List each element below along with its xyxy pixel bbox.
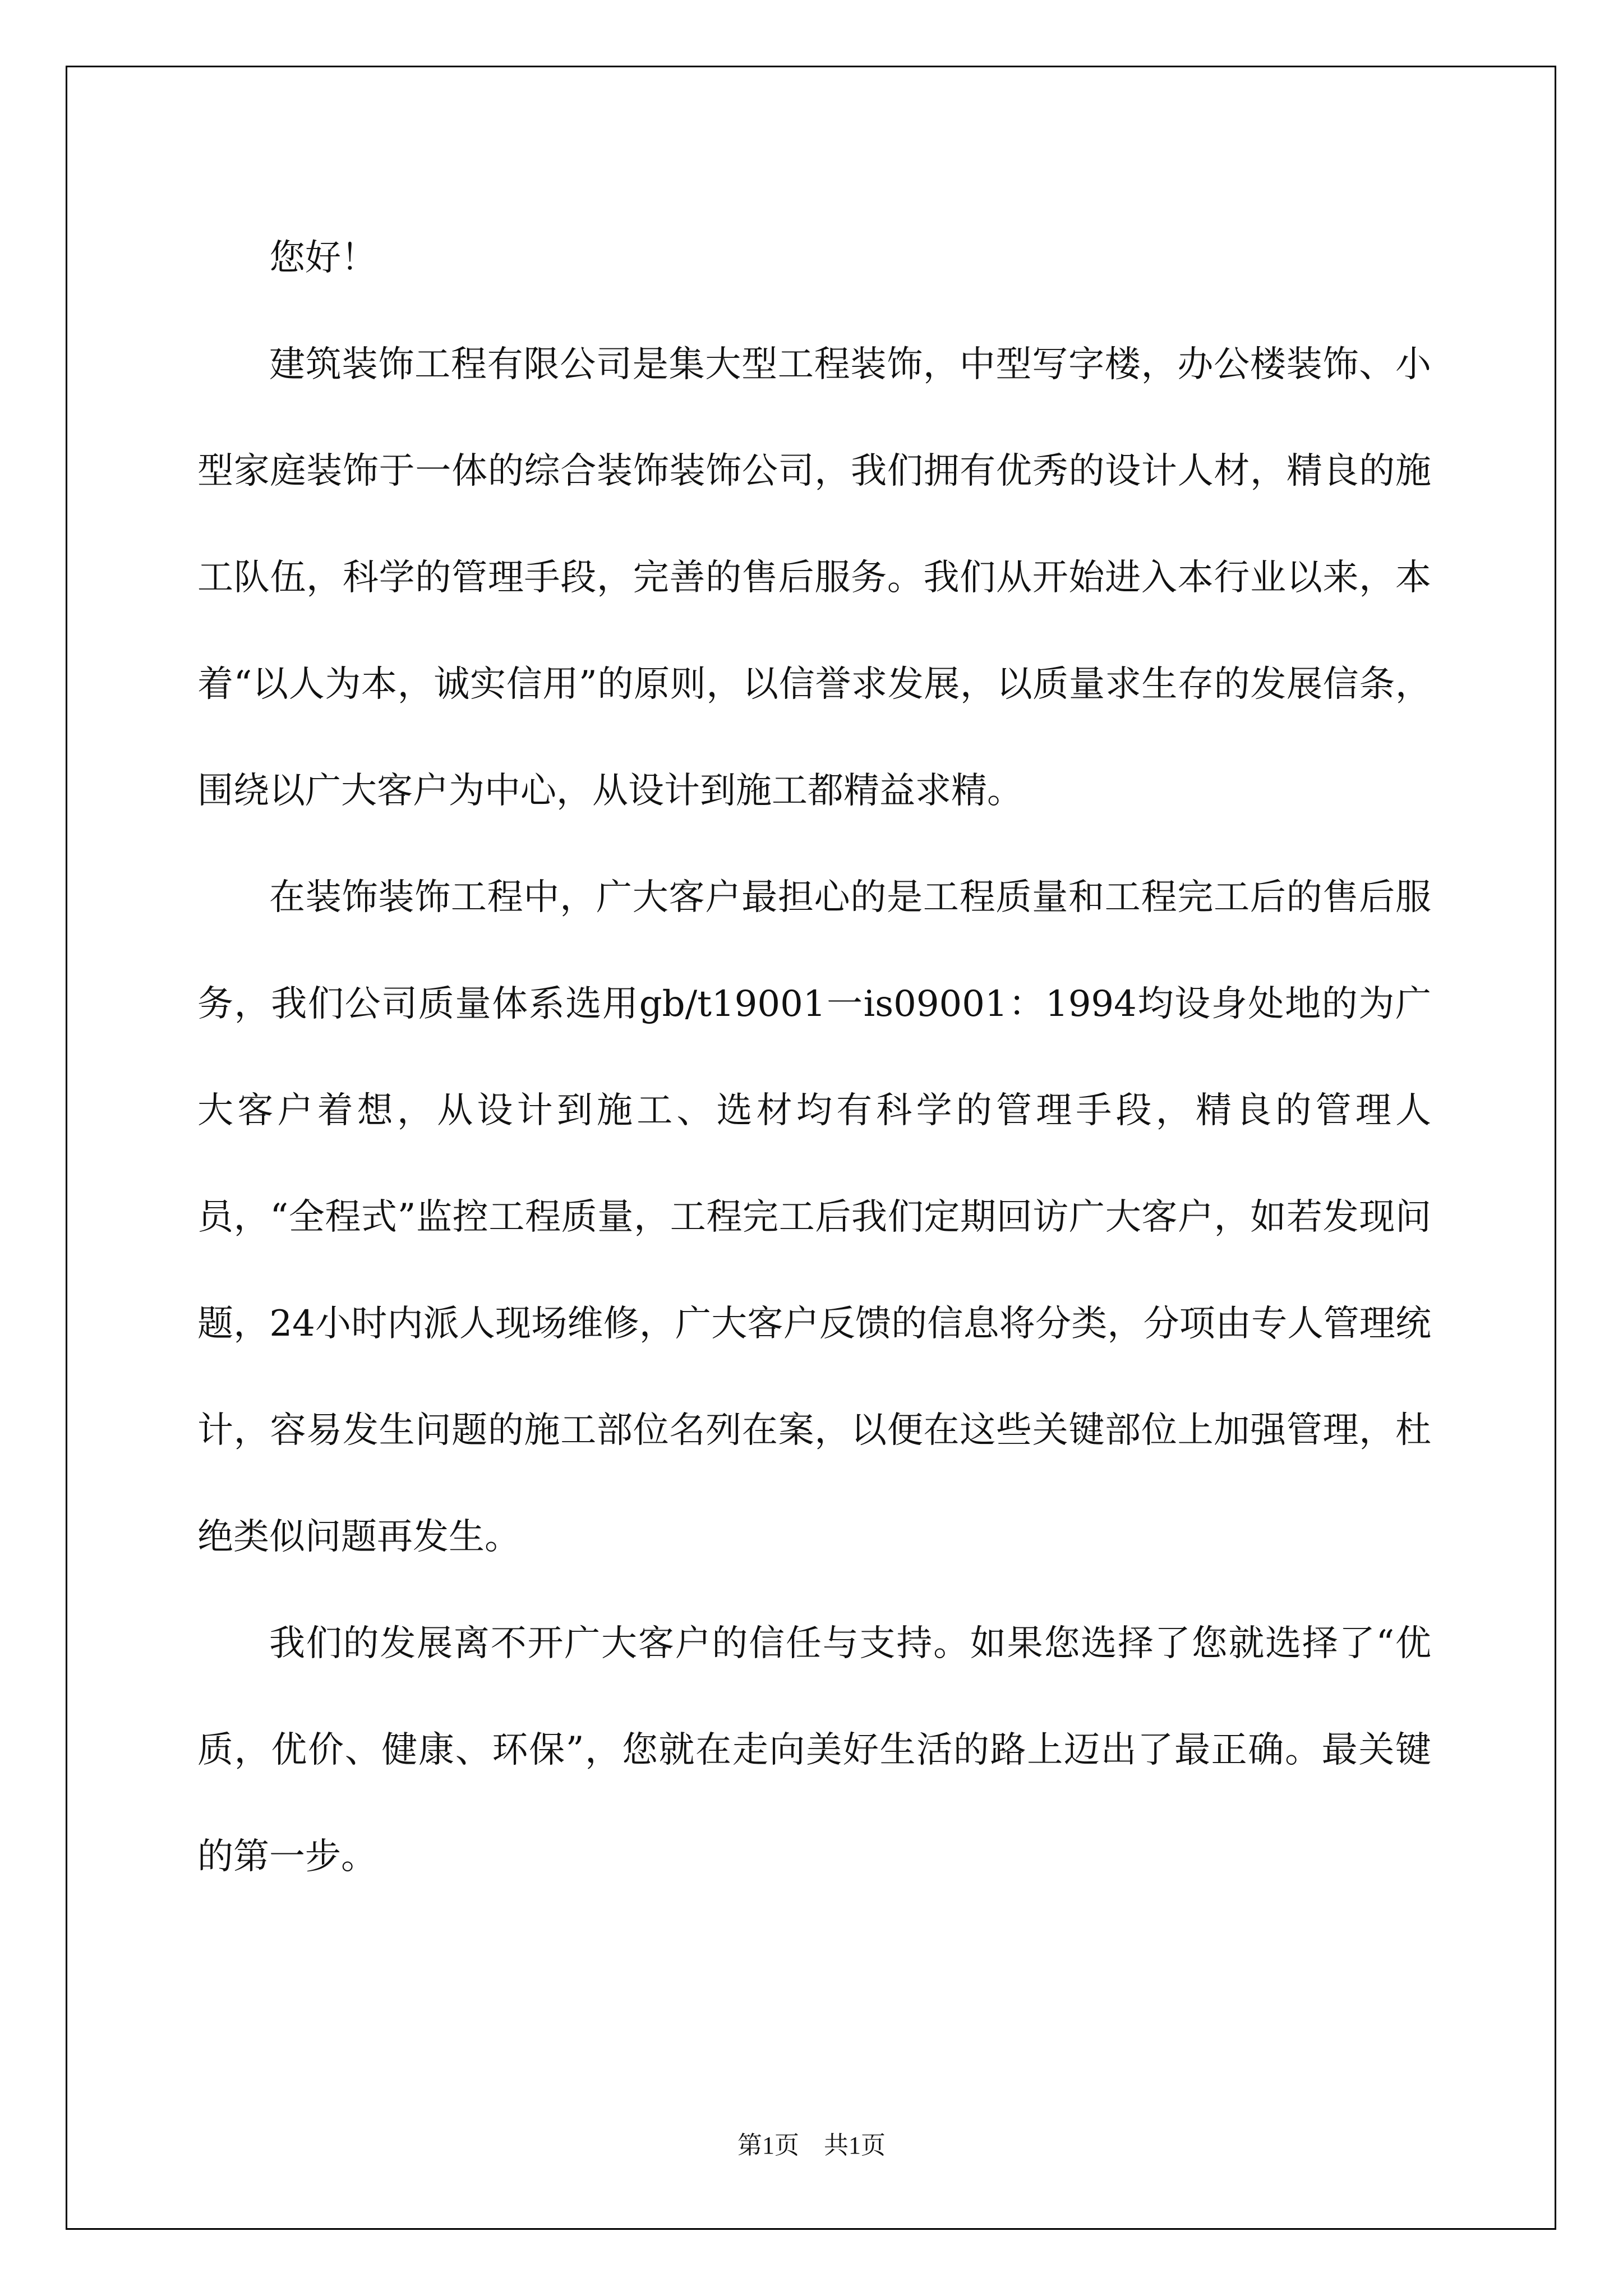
paragraph-closing: 我们的发展离不开广大客户的信任与支持。如果您选择了您就选择了“优质，优价、健康、环保”，您就在走向美好生活的路上迈出了最正确。最关键的第一步。	[197, 1623, 1431, 1878]
paragraph-company-intro: 建筑装饰工程有限公司是集大型工程装饰，中型写字楼，办公楼装饰、小型家庭装饰于一体的综合装饰装饰公司，我们拥有优秀的设计人材，精良的施工队伍，科学的管理手段，完善的售后服务。我们从开始进入本行业以来，本着“以人为本，诚实信用”的原则，以信誉求发展，以质量求生存的发展信条，围绕以广大客户为中心，从设计到施工都精益求精。	[197, 344, 1431, 812]
paragraph-quality-service: 在装饰装饰工程中，广大客户最担心的是工程质量和工程完工后的售后服务，我们公司质量体系选用gb/t19001一is09001：1994均设身处地的为广大客户着想，从设计到施工、选材均有科学的管理手段，精良的管理人员，“全程式”监控工程质量，工程完工后我们定期回访广大客户，如若发现问题，24小时内派人现场维修，广大客户反馈的信息将分类，分项由专人管理统计，容易发生问题的施工部位名列在案，以便在这些关键部位上加强管理，杜绝类似问题再发生。	[197, 877, 1431, 1558]
document-body	[197, 205, 1431, 1910]
page-number-footer: 第1页 共1页	[737, 2132, 886, 2159]
greeting: 您好！	[269, 237, 377, 279]
